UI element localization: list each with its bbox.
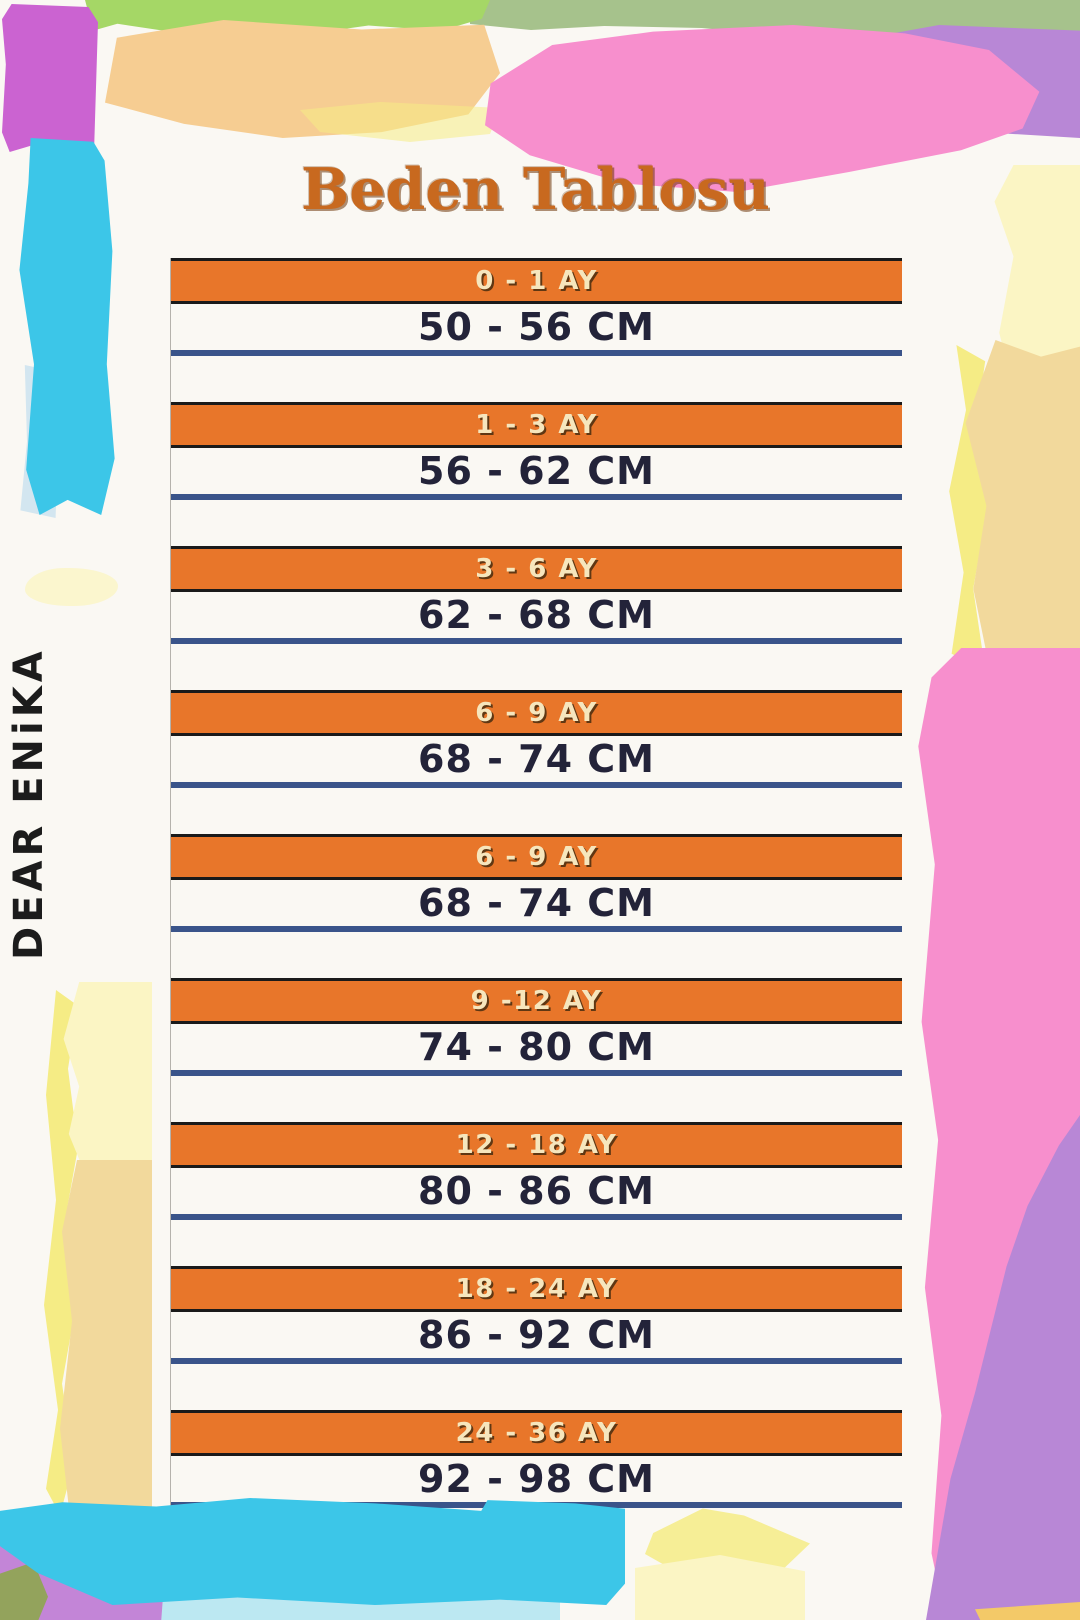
divider-line	[171, 1214, 902, 1220]
age-range-band	[171, 834, 902, 880]
size-chart-row	[171, 690, 902, 788]
brush-stroke-cyan-bottom	[0, 1498, 625, 1605]
size-chart-row	[171, 1410, 902, 1508]
brush-stroke-purple-top-left	[2, 4, 98, 155]
size-value-row	[171, 1024, 902, 1070]
size-chart-row	[171, 834, 902, 932]
size-value-row	[171, 448, 902, 494]
size-value-label: 68 - 74 CM	[418, 881, 655, 925]
divider-line	[171, 782, 902, 788]
age-range-label: 6 - 9 AY	[475, 698, 598, 728]
size-value-row	[171, 304, 902, 350]
size-chart-row	[171, 1266, 902, 1364]
brand-logo-vertical: DEAR ENiKA	[6, 647, 52, 960]
size-value-label: 68 - 74 CM	[418, 737, 655, 781]
age-range-band	[171, 258, 902, 304]
age-range-band	[171, 1266, 902, 1312]
divider-line	[171, 350, 902, 356]
size-value-row	[171, 1168, 902, 1214]
size-value-label: 56 - 62 CM	[418, 449, 655, 493]
age-range-label: 6 - 9 AY	[475, 842, 598, 872]
brush-stroke-yellow-smudge-left	[25, 568, 118, 606]
size-chart-row	[171, 258, 902, 356]
size-chart-row	[171, 1122, 902, 1220]
brush-stroke-yellow-fringe-top	[300, 102, 500, 142]
age-range-label: 3 - 6 AY	[475, 554, 598, 584]
age-range-label: 24 - 36 AY	[455, 1418, 618, 1448]
age-range-label: 0 - 1 AY	[475, 266, 598, 296]
size-value-row	[171, 880, 902, 926]
size-value-row	[171, 1312, 902, 1358]
size-value-label: 50 - 56 CM	[418, 305, 655, 349]
size-value-label: 74 - 80 CM	[418, 1025, 655, 1069]
age-range-label: 12 - 18 AY	[455, 1130, 618, 1160]
size-value-label: 86 - 92 CM	[418, 1313, 655, 1357]
size-chart-row	[171, 978, 902, 1076]
divider-line	[171, 1358, 902, 1364]
divider-line	[171, 638, 902, 644]
size-value-row	[171, 1456, 902, 1502]
size-value-row	[171, 736, 902, 782]
divider-line	[171, 494, 902, 500]
age-range-label: 1 - 3 AY	[475, 410, 598, 440]
brush-stroke-cyan-left	[6, 138, 118, 515]
age-range-band	[171, 978, 902, 1024]
age-range-band	[171, 1122, 902, 1168]
size-chart-row	[171, 546, 902, 644]
age-range-band	[171, 546, 902, 592]
size-value-row	[171, 592, 902, 638]
age-range-band	[171, 402, 902, 448]
size-value-label: 80 - 86 CM	[418, 1169, 655, 1213]
divider-line	[171, 926, 902, 932]
age-range-band	[171, 690, 902, 736]
size-value-label: 92 - 98 CM	[418, 1457, 655, 1501]
size-chart-row	[171, 402, 902, 500]
divider-line	[171, 1070, 902, 1076]
age-range-label: 18 - 24 AY	[455, 1274, 618, 1304]
page-title: Beden Tablosu	[301, 156, 770, 223]
size-value-label: 62 - 68 CM	[418, 593, 655, 637]
age-range-label: 9 -12 AY	[470, 986, 603, 1016]
size-chart-table	[170, 258, 902, 1554]
age-range-band	[171, 1410, 902, 1456]
